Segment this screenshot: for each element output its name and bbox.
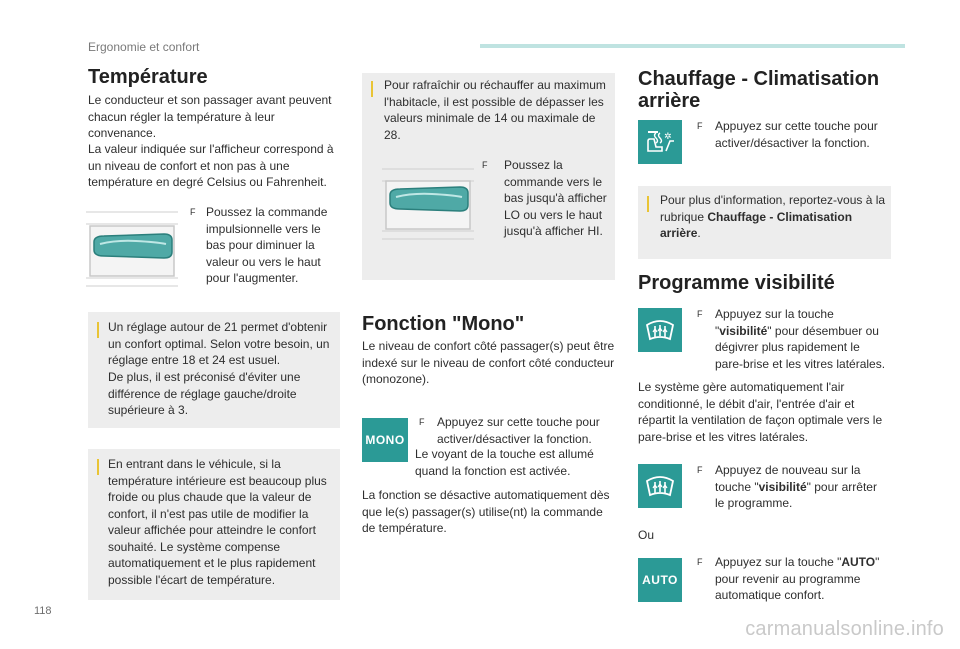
section-header: Ergonomie et confort — [88, 40, 200, 54]
bullet-marker: F — [697, 557, 703, 567]
rear-climate-icon — [642, 127, 678, 157]
temperature-note-1 — [88, 312, 340, 428]
lo-hi-instruction — [482, 157, 612, 240]
visibility-instruction-1-text: Appuyez sur la touche "visibilité" pour désembuer ou dégivrer plus rapidement le pare-brise et les vitres latérales. — [715, 307, 886, 371]
note-1-text-2: De plus, il est préconisé d'éviter une différence de réglage gauche/droite supérieure à 3. — [108, 370, 301, 417]
temperature-title: Température — [88, 66, 208, 88]
bullet-marker: F — [419, 417, 425, 427]
visibility-button[interactable] — [638, 308, 682, 352]
header-bar — [480, 44, 905, 48]
mono-instruction-text: Appuyez sur cette touche pour activer/désactiver la fonction. — [437, 415, 600, 446]
bullet-marker: F — [697, 121, 703, 131]
rear-instruction-text: Appuyez sur cette touche pour activer/désactiver la fonction. — [715, 119, 878, 150]
visibility-title: Programme visibilité — [638, 272, 835, 294]
temperature-instruction-text: Poussez la commande impulsionnelle vers le bas pour diminuer la valeur ou vers le haut pour l'augmenter. — [206, 205, 328, 285]
page-number: 118 — [34, 605, 52, 617]
note-marker — [97, 459, 99, 475]
max-range-note: Pour rafraîchir ou réchauffer au maximum l'habitacle, il est possible de dépasser les valeurs minimale de 14 ou maximale de 28. — [384, 78, 606, 142]
max-range-panel — [362, 73, 615, 280]
note-2-text: En entrant dans le véhicule, si la température intérieure est beaucoup plus froide ou plus chaude que la valeur de confort, il n'est pas utile de modifier la valeur affichée pour atteindre le confort souhaité. Le système compense automatiquement et le plus rapidement possible l'écart de température. — [108, 457, 327, 587]
auto-button[interactable] — [638, 558, 682, 602]
visibility-instruction-2-text: Appuyez de nouveau sur la touche "visibilité" pour arrêter le programme. — [715, 463, 877, 510]
watermark: carmanualsonline.info — [745, 618, 944, 640]
mono-outro: La fonction se désactive automatiquement dès que le(s) passager(s) utilise(nt) la commande de température. — [362, 488, 610, 535]
mono-intro: Le niveau de confort côté passager(s) peut être indexé sur le niveau de confort côté conducteur (monozone). — [362, 339, 615, 386]
mono-title: Fonction "Mono" — [362, 313, 525, 335]
defrost-icon — [644, 315, 676, 345]
temperature-intro2: La valeur indiquée sur l'afficheur correspond à un niveau de confort et non pas à une température en degré Celsius ou Fahrenheit. — [88, 142, 334, 189]
bullet-marker: F — [190, 207, 196, 217]
temperature-note-2 — [88, 449, 340, 600]
temperature-instruction — [190, 204, 340, 287]
defrost-icon — [644, 471, 676, 501]
auto-instruction-text: Appuyez sur la touche "AUTO" pour revenir au programme automatique confort. — [715, 555, 880, 602]
mono-indicator-text: Le voyant de la touche est allumé quand la fonction est activée. — [415, 447, 594, 478]
lo-hi-instruction-text: Poussez la commande vers le bas jusqu'à afficher LO ou vers le haut jusqu'à afficher HI. — [504, 158, 607, 238]
auto-instruction — [697, 554, 887, 604]
note-marker — [97, 322, 99, 338]
mono-instruction — [419, 414, 614, 447]
rear-title-line-2: arrière — [638, 90, 701, 112]
temperature-control-illustration — [86, 208, 182, 288]
visibility-button-2[interactable] — [638, 464, 682, 508]
rear-title-line-1: Chauffage - Climatisation — [638, 68, 880, 90]
visibility-instruction-1 — [697, 306, 887, 372]
mono-button[interactable] — [362, 418, 408, 462]
note-1-text: Un réglage autour de 21 permet d'obtenir un confort optimal. Selon votre besoin, un réglage entre 18 et 24 est usuel. — [108, 320, 330, 367]
rear-title — [638, 68, 879, 112]
svg-text:✲: ✲ — [664, 132, 672, 142]
note-marker — [371, 81, 373, 97]
rear-note-text: Pour plus d'information, reportez-vous à la rubrique Chauffage - Climatisation arrière. — [660, 193, 886, 240]
visibility-instruction-2 — [697, 462, 887, 512]
bullet-marker: F — [697, 465, 703, 475]
temperature-intro: Le conducteur et son passager avant peuvent chacun régler la température à leur convenance. — [88, 93, 332, 140]
bullet-marker: F — [697, 309, 703, 319]
or-text: Ou — [638, 528, 655, 542]
bullet-marker: F — [482, 160, 488, 170]
visibility-body: Le système gère automatiquement l'air conditionné, le débit d'air, l'entrée d'air et répartit la ventilation de façon optimale vers le pare-brise et les vitres latérales. — [638, 380, 883, 444]
auto-button-label: AUTO — [642, 573, 678, 587]
rear-climate-button[interactable] — [638, 120, 682, 164]
lo-hi-control-illustration — [382, 165, 478, 245]
rear-note — [638, 186, 891, 259]
rear-instruction — [697, 118, 887, 151]
mono-button-label: MONO — [365, 433, 405, 447]
note-marker — [647, 196, 649, 212]
